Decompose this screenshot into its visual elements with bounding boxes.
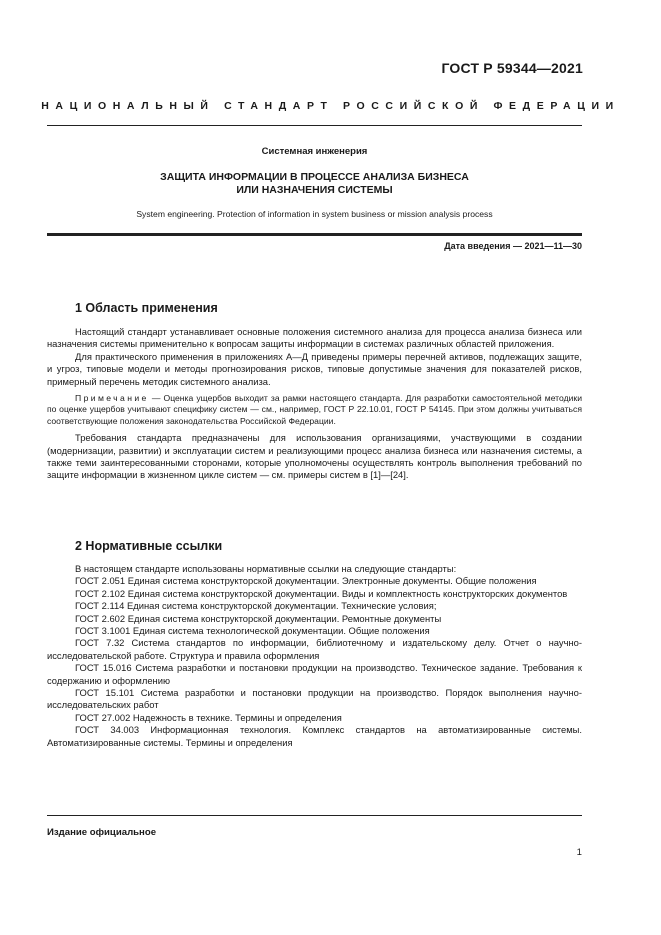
- reference-item: ГОСТ 15.016 Система разработки и постановки продукции на производство. Техническое задание. Требования к содержанию и оформлению: [47, 662, 582, 686]
- paragraph: Настоящий стандарт устанавливает основные положения системного анализа для процесса анализа бизнеса или назначения системы применительно к вопросам защиты информации в системах различных областей приложения.: [47, 326, 582, 350]
- reference-item: ГОСТ 3.1001 Единая система технологической документации. Общие положения: [75, 625, 430, 637]
- title-line-1: ЗАЩИТА ИНФОРМАЦИИ В ПРОЦЕССЕ АНАЛИЗА БИЗНЕСА: [160, 171, 469, 183]
- reference-item: ГОСТ 27.002 Надежность в технике. Термины и определения: [75, 711, 342, 723]
- subject-line: Системная инженерия: [261, 146, 368, 157]
- edition-label: Издание официальное: [47, 827, 157, 838]
- reference-item: ГОСТ 2.114 Единая система конструкторской документации. Технические условия;: [75, 600, 437, 612]
- note: [47, 393, 582, 427]
- note-label: Примечание: [75, 393, 149, 404]
- introduction-date: Дата введения — 2021—11—30: [444, 241, 582, 251]
- section-2-body: [47, 563, 582, 749]
- reference-item: ГОСТ 2.051 Единая система конструкторской документации. Электронные документы. Общие положения: [75, 575, 537, 587]
- note-text: — Оценка ущербов выходит за рамки настоящего стандарта. Для разработки самостоятельной методики по оценке ущербов учитывают специфику систем — см., например, ГОСТ Р 22.10.01, ГОСТ Р 54145. При этом должны учитываться соответствующие положения законодательства Российской Федерации.: [47, 393, 582, 426]
- title-divider: [47, 233, 582, 236]
- reference-item: ГОСТ 2.102 Единая система конструкторской документации. Виды и комплектность конструкторских документов: [75, 587, 568, 599]
- paragraph: Для практического применения в приложениях А—Д приведены примеры перечней активов, подлежащих защите, и угроз, типовые модели и методы прогнозирования рисков, типовые допустимые значения для показателей рисков, примерный перечень методик системного анализа.: [47, 350, 582, 387]
- paragraph: Требования стандарта предназначены для использования организациями, участвующими в создании (модернизации, развитии) и эксплуатации систем и реализующими процесс анализа бизнеса или назначения системы, а также теми заинтересованными сторонами, которые уполномочены осуществлять контроль выполнения требований по защите информации в жизненном цикле систем — см. примеры систем в [1]—[24].: [47, 432, 582, 481]
- reference-item: ГОСТ 15.101 Система разработки и постановки продукции на производство. Порядок выполнения научно-исследовательских работ: [47, 687, 582, 711]
- page-number: 1: [576, 847, 582, 858]
- footer-divider: [47, 815, 582, 816]
- document-title: [47, 171, 582, 197]
- reference-item: ГОСТ 7.32 Система стандартов по информации, библиотечному и издательскому делу. Отчет о научно-исследовательской работе. Структура и правила оформления: [47, 637, 582, 661]
- paragraph: В настоящем стандарте использованы нормативные ссылки на следующие стандарты:: [75, 563, 457, 574]
- section-1-heading: 1 Область применения: [75, 301, 218, 315]
- reference-item: ГОСТ 34.003 Информационная технология. Комплекс стандартов на автоматизированные системы. Автоматизированные системы. Термины и определения: [47, 724, 582, 748]
- title-line-2: ИЛИ НАЗНАЧЕНИЯ СИСТЕМЫ: [236, 184, 393, 196]
- standard-number: ГОСТ Р 59344—2021: [441, 60, 583, 76]
- section-1-body: [47, 326, 582, 482]
- section-2-heading: 2 Нормативные ссылки: [75, 539, 223, 553]
- reference-item: ГОСТ 2.602 Единая система конструкторской документации. Ремонтные документы: [75, 612, 442, 624]
- header-divider: [47, 125, 582, 126]
- english-title: System engineering. Protection of information in system business or mission analysis process: [136, 209, 493, 219]
- national-standard-banner: НАЦИОНАЛЬНЫЙ СТАНДАРТ РОССИЙСКОЙ ФЕДЕРАЦИИ: [41, 100, 620, 112]
